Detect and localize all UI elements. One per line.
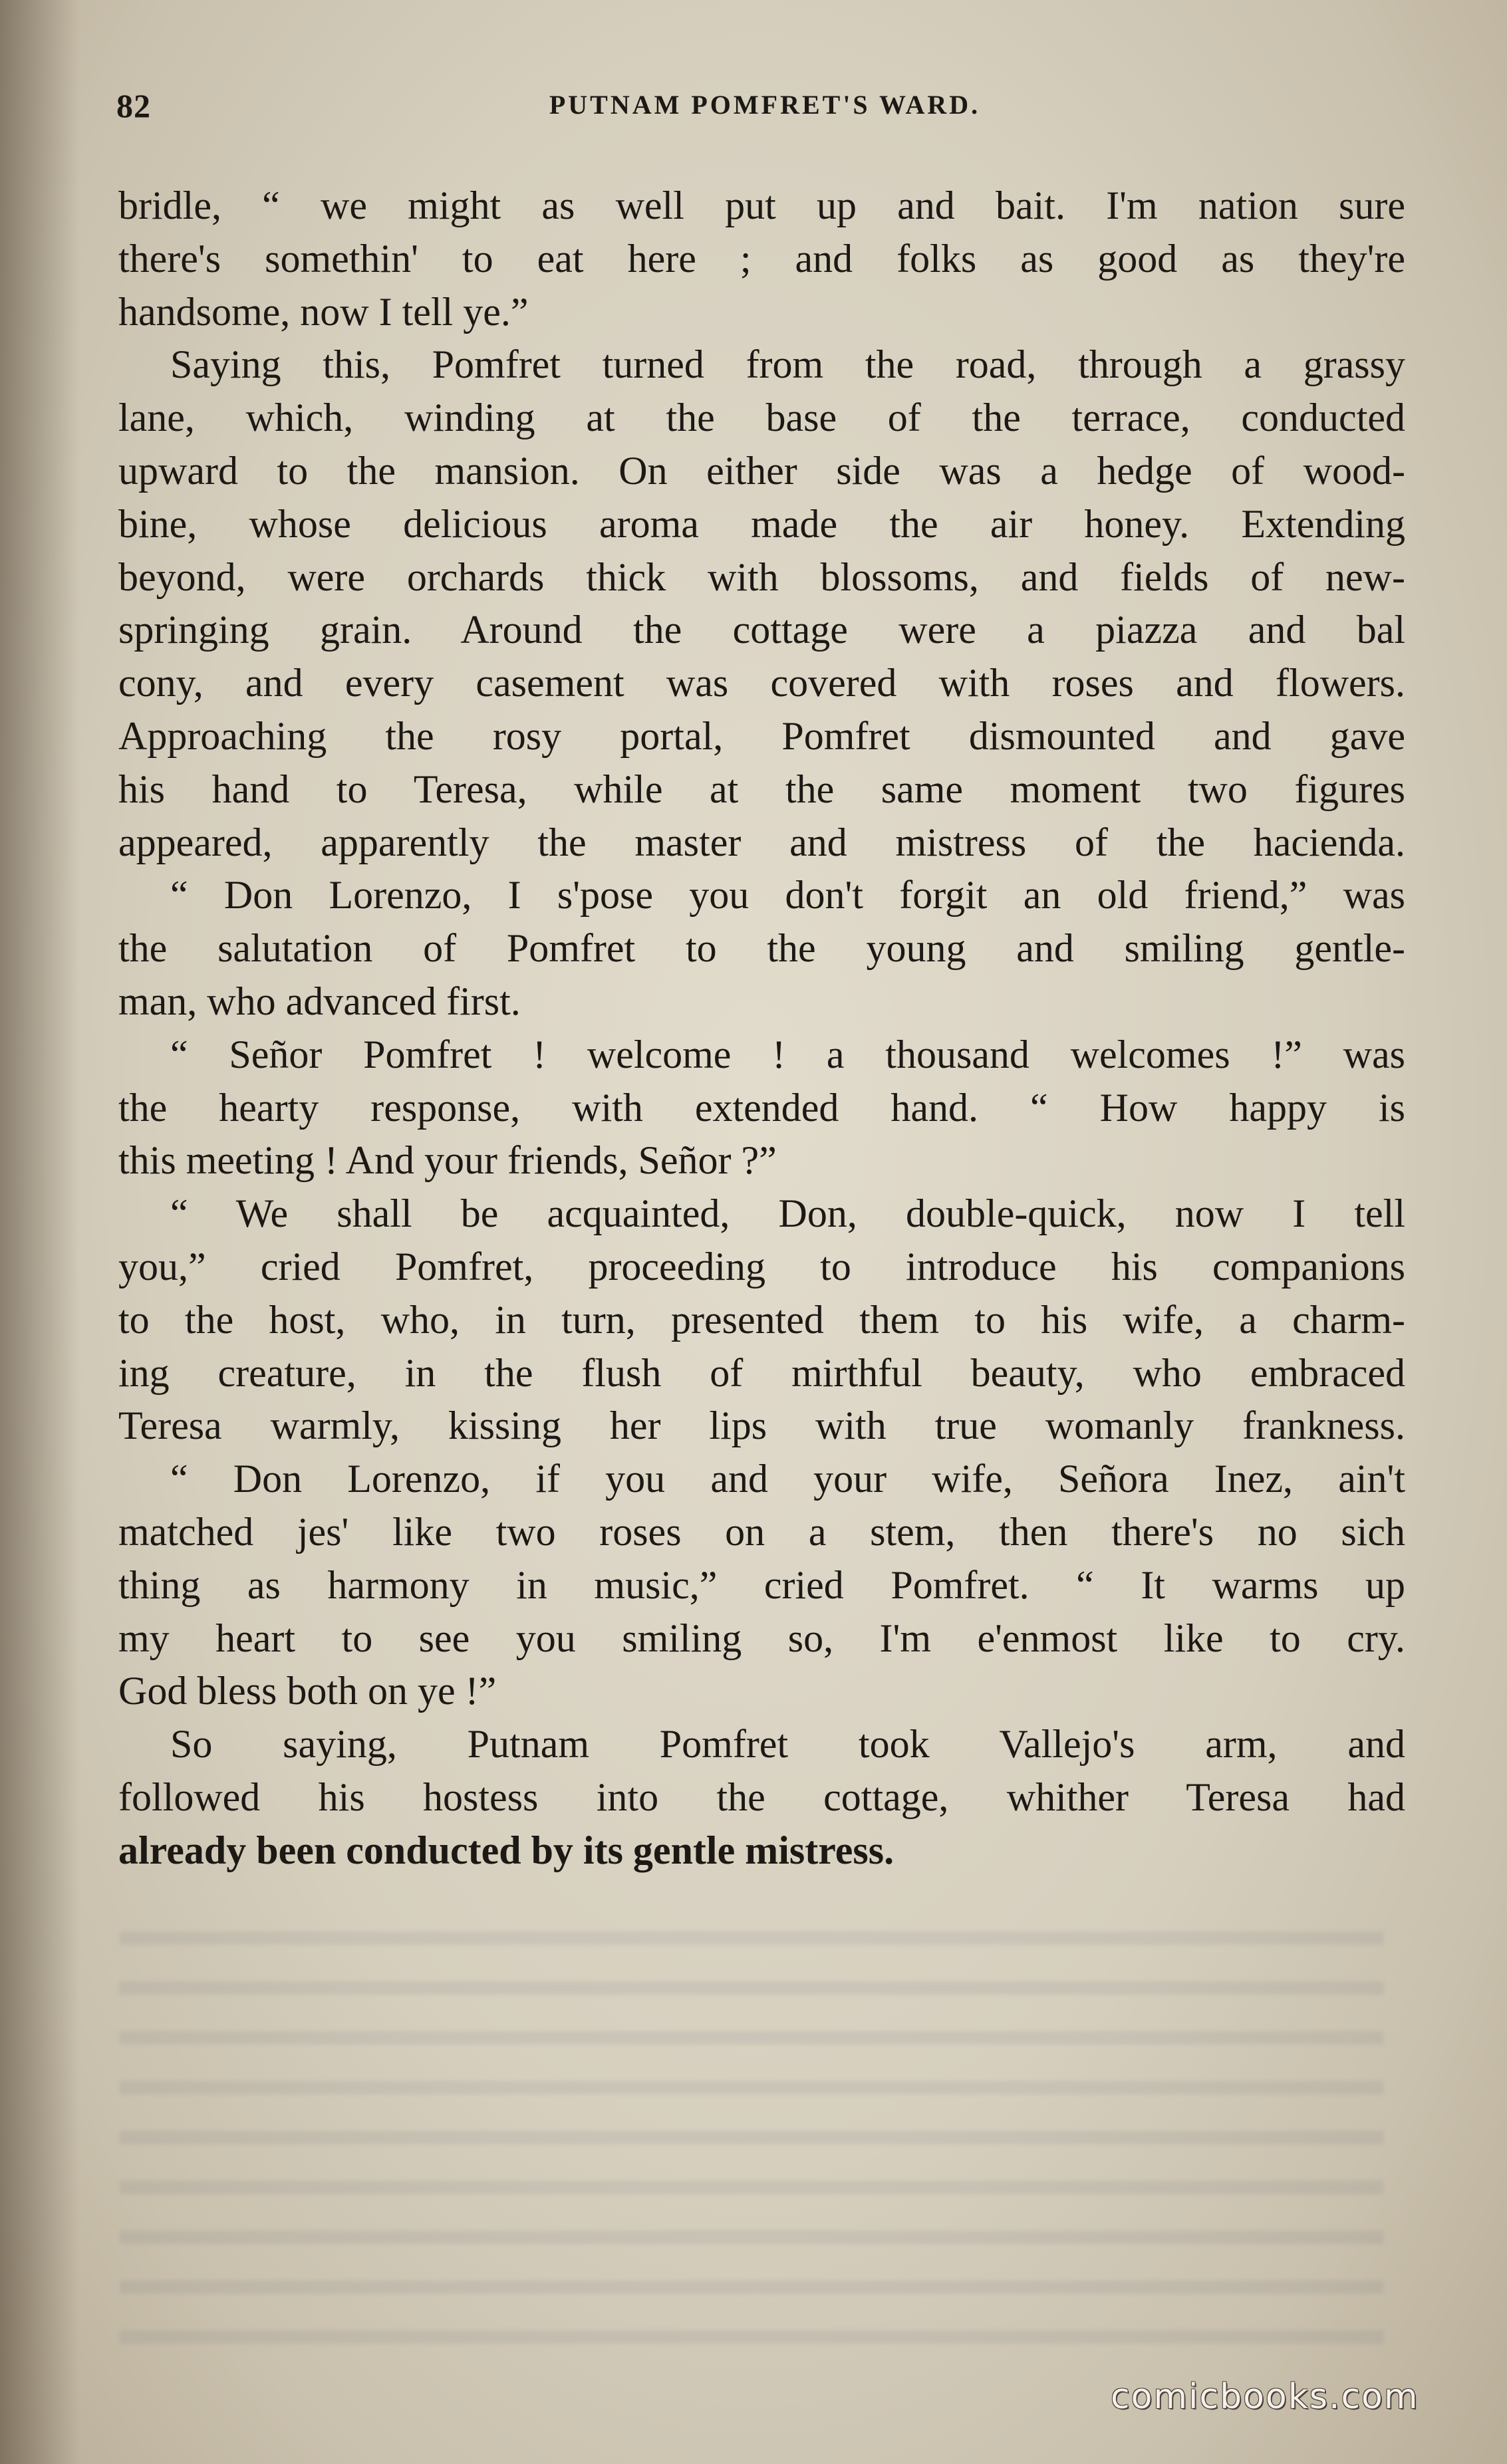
text-line: there's somethin' to eat here ; and folks as good as they're bbox=[118, 236, 1405, 281]
text-line: So saying, Putnam Pomfret took Vallejo's arm, and bbox=[170, 1722, 1405, 1767]
text-line: beyond, were orchards thick with blossoms, and fields of new- bbox=[118, 554, 1405, 599]
text-line: the salutation of Pomfret to the young and smiling gentle- bbox=[118, 926, 1405, 971]
text-line: cony, and every casement was covered with roses and flowers. bbox=[118, 661, 1405, 705]
text-line: God bless both on ye !” bbox=[118, 1669, 497, 1713]
text-line: followed his hostess into the cottage, whither Teresa had bbox=[118, 1775, 1405, 1819]
text-line: “ We shall be acquainted, Don, double-quick, now I tell bbox=[170, 1191, 1405, 1236]
text-line: Saying this, Pomfret turned from the road, through a grassy bbox=[170, 342, 1405, 387]
text-line: “ Señor Pomfret ! welcome ! a thousand welcomes !” was bbox=[170, 1032, 1405, 1076]
bleed-through-text bbox=[120, 1895, 1383, 2360]
text-line: already been conducted by its gentle mistress. bbox=[118, 1828, 894, 1872]
text-line: matched jes' like two roses on a stem, then there's no sich bbox=[118, 1509, 1405, 1554]
text-line: my heart to see you smiling so, I'm e'enmost like to cry. bbox=[118, 1616, 1405, 1660]
text-line: Teresa warmly, kissing her lips with true womanly frankness. bbox=[118, 1404, 1405, 1448]
text-line: appeared, apparently the master and mistress of the hacienda. bbox=[118, 820, 1405, 864]
page-header bbox=[116, 86, 1413, 133]
text-line: springing grain. Around the cottage were a piazza and bal bbox=[118, 608, 1405, 652]
text-line: “ Don Lorenzo, if you and your wife, Señora Inez, ain't bbox=[170, 1457, 1405, 1501]
text-line: bridle, “ we might as well put up and bait. I'm nation sure bbox=[118, 184, 1405, 227]
text-line: this meeting ! And your friends, Señor ?” bbox=[118, 1138, 777, 1183]
watermark: comicbooks.com bbox=[1111, 2377, 1419, 2417]
text-line: “ Don Lorenzo, I s'pose you don't forgit an old friend,” was bbox=[170, 873, 1405, 918]
text-line: bine, whose delicious aroma made the air honey. Extending bbox=[118, 501, 1405, 546]
body-text bbox=[118, 180, 1405, 1878]
spine-shadow bbox=[0, 0, 80, 2464]
text-line: Approaching the rosy portal, Pomfret dismounted and gave bbox=[118, 713, 1405, 758]
text-line: lane, which, winding at the base of the terrace, conducted bbox=[118, 396, 1405, 440]
text-line: the hearty response, with extended hand. “ How happy is bbox=[118, 1085, 1405, 1130]
text-line: upward to the mansion. On either side was a hedge of wood- bbox=[118, 448, 1405, 493]
text-line: you,” cried Pomfret, proceeding to introduce his companions bbox=[118, 1244, 1405, 1289]
text-line: to the host, who, in turn, presented them to his wife, a charm- bbox=[118, 1297, 1405, 1342]
text-line: his hand to Teresa, while at the same moment two figures bbox=[118, 767, 1405, 811]
running-head: PUTNAM POMFRET'S WARD. bbox=[549, 90, 981, 120]
text-line: thing as harmony in music,” cried Pomfret. “ It warms up bbox=[118, 1562, 1405, 1607]
text-line: handsome, now I tell ye.” bbox=[118, 289, 529, 334]
text-line: ing creature, in the flush of mirthful beauty, who embraced bbox=[118, 1350, 1405, 1395]
text-line: man, who advanced first. bbox=[118, 979, 521, 1023]
page-number: 82 bbox=[116, 87, 151, 124]
